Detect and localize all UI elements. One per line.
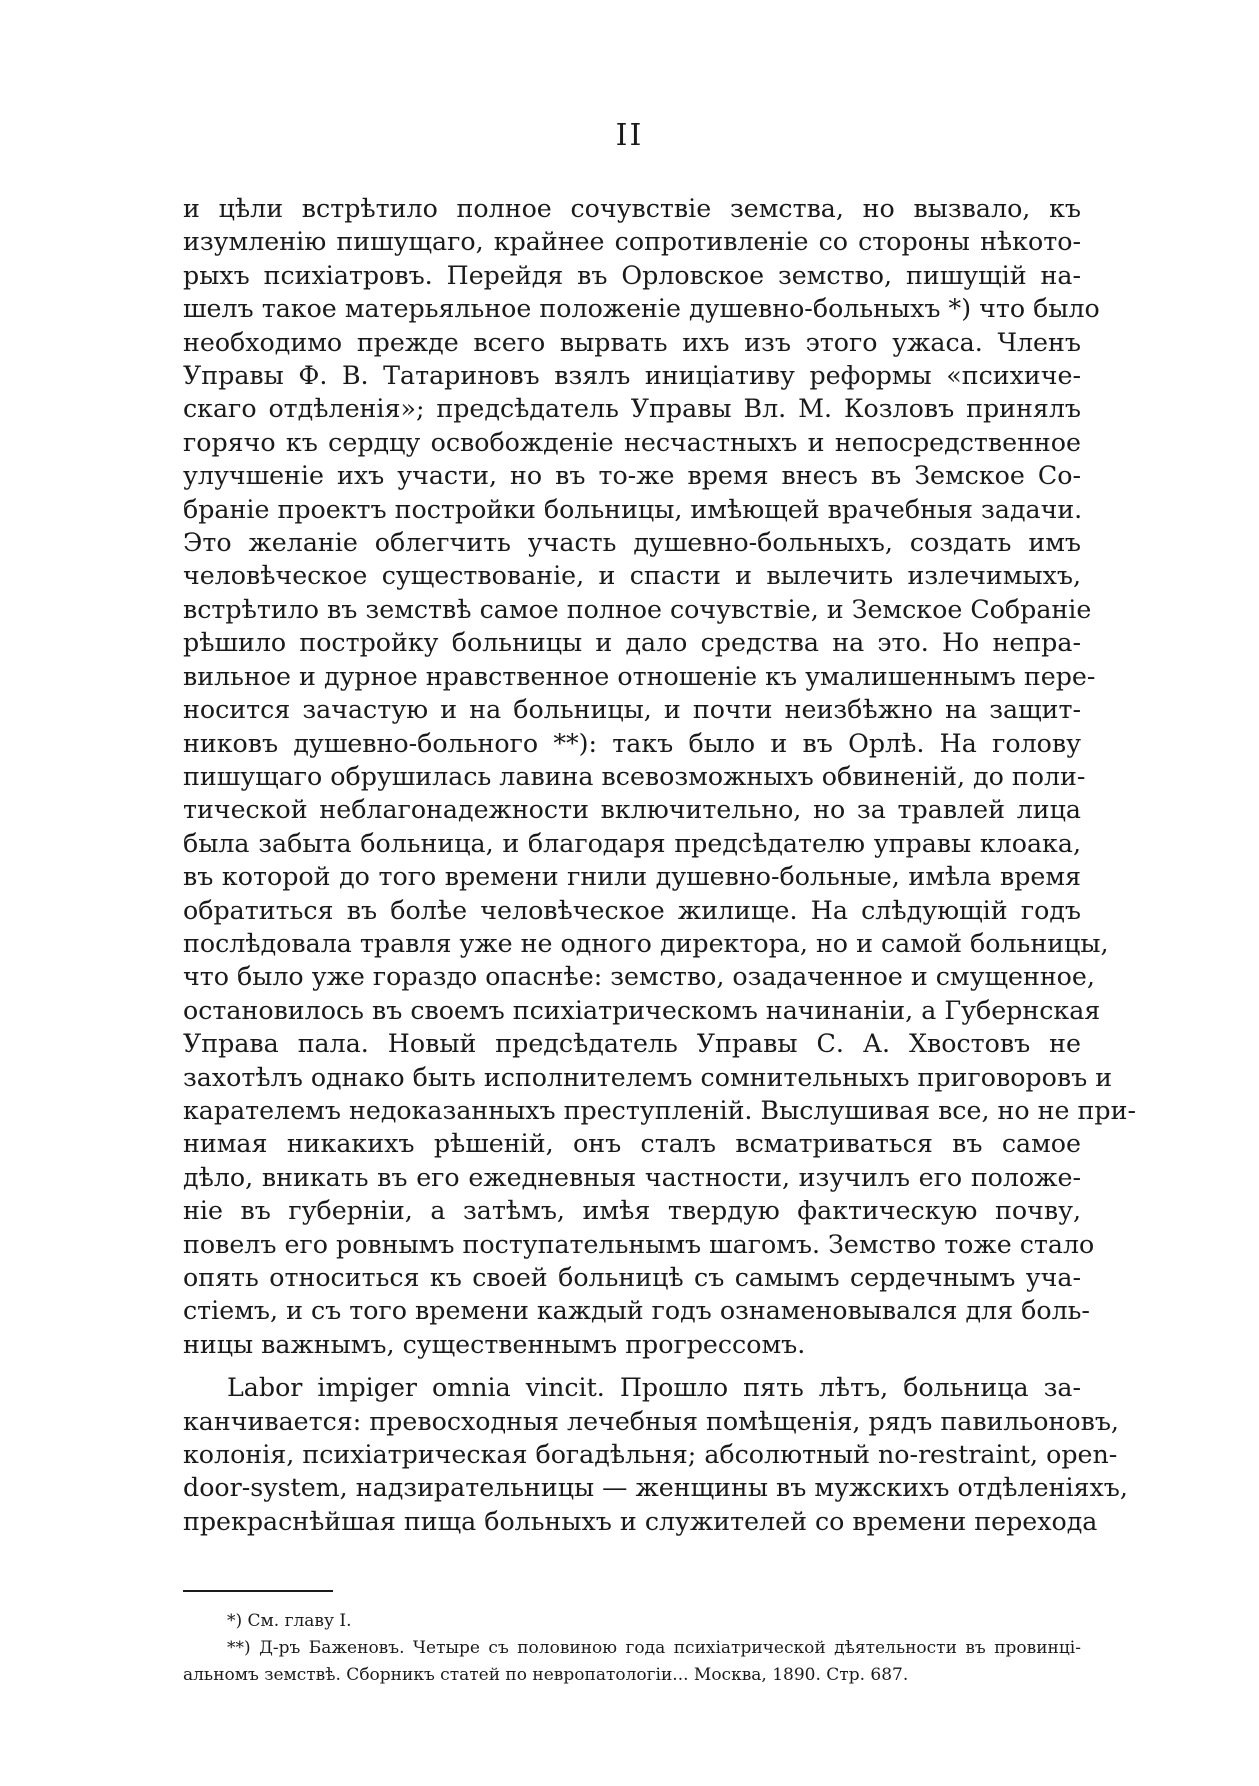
text-line: Это желаніе облегчить участь душевно-больныхъ, создать имъ [183, 528, 1081, 558]
text-line: была забыта больница, и благодаря предсѣдателю управы клоака, [183, 828, 1081, 858]
text-line: браніе проектъ постройки больницы, имѣющей врачебныя задачи. [183, 494, 1083, 524]
text-line: дѣло, вникать въ его ежедневныя частности, изучилъ его положе- [183, 1162, 1081, 1192]
text-line: прекраснѣйшая пища больныхъ и служителей со времени перехода [183, 1506, 1098, 1536]
text-line: человѣческое существованіе, и спасти и вылечить излечимыхъ, [183, 561, 1081, 591]
text-line: Labor impiger omnia vincit. Прошло пять лѣтъ, больница за- [227, 1373, 1081, 1403]
footnote-2-line-1: **) Д-ръ Баженовъ. Четыре съ половиною года психіатрической дѣятельности въ провинці- [227, 1638, 1081, 1658]
text-line: пишущаго обрушилась лавина всевозможныхъ обвиненій, до поли- [183, 761, 1086, 791]
page-number: II [615, 118, 644, 153]
text-line: и цѣли встрѣтило полное сочувствіе земства, но вызвало, къ [183, 194, 1081, 223]
main-text [183, 192, 1136, 1538]
text-line: door-system, надзирательницы — женщины въ мужскихъ отдѣленіяхъ, [183, 1473, 1128, 1503]
text-line: Управа пала. Новый предсѣдатель Управы С. А. Хвостовъ не [183, 1029, 1081, 1059]
text-line: что было уже гораздо опаснѣе: земство, озадаченное и смущенное, [183, 962, 1095, 992]
text-line: скаго отдѣленія»; предсѣдатель Управы Вл. М. Козловъ принялъ [183, 394, 1081, 424]
text-line: встрѣтило въ земствѣ самое полное сочувствіе, и Земское Собраніе [183, 594, 1092, 624]
text-line: опять относиться къ своей больницѣ съ самымъ сердечнымъ уча- [183, 1263, 1081, 1292]
text-line: никовъ душевно-больного **): такъ было и въ Орлѣ. На голову [183, 728, 1081, 758]
footnote-divider [183, 1590, 333, 1592]
text-line: шелъ такое матерьяльное положеніе душевно-больныхъ *) что было [183, 294, 1100, 324]
text-line: тической неблагонадежности включительно, но за травлей лица [183, 795, 1081, 825]
text-line: ніе въ губерніи, а затѣмъ, имѣя твердую фактическую почву, [183, 1196, 1081, 1226]
text-line: горячо къ сердцу освобожденіе несчастныхъ и непосредственное [183, 427, 1081, 457]
text-line: остановилось въ своемъ психіатрическомъ начинаніи, а Губернская [183, 995, 1101, 1025]
text-line: послѣдовала травля уже не одного директора, но и самой больницы, [183, 928, 1109, 958]
text-line: необходимо прежде всего вырвать ихъ изъ этого ужаса. Членъ [183, 327, 1081, 357]
text-line: карателемъ недоказанныхъ преступленій. Выслушивая все, но не при- [183, 1095, 1136, 1125]
text-line: Управы Ф. В. Татариновъ взялъ иниціативу реформы «психиче- [183, 361, 1081, 391]
text-line: вильное и дурное нравственное отношеніе къ умалишеннымъ пере- [183, 661, 1096, 691]
text-line: рыхъ психіатровъ. Перейдя въ Орловское земство, пишущій на- [183, 260, 1081, 290]
text-line: ницы важнымъ, существеннымъ прогрессомъ. [183, 1329, 806, 1359]
footnote-2-line-2: альномъ земствѣ. Сборникъ статей по невропатологіи... Москва, 1890. Стр. 687. [183, 1665, 909, 1685]
text-line: канчивается: превосходныя лечебныя помѣщенія, рядъ павильоновъ, [183, 1406, 1119, 1436]
text-line: стіемъ, и съ того времени каждый годъ ознаменовывался для боль- [183, 1296, 1090, 1326]
text-line: носится зачастую и на больницы, и почти неизбѣжно на защит- [183, 695, 1081, 725]
footnote-1: *) См. главу I. [227, 1611, 352, 1631]
text-line: обратиться въ болѣе человѣческое жилище. На слѣдующій годъ [183, 895, 1081, 925]
footnotes [183, 1608, 1081, 1689]
text-line: въ которой до того времени гнили душевно-больные, имѣла время [183, 862, 1081, 892]
text-line: колонія, психіатрическая богадѣльня; абсолютный no-restraint, open- [183, 1440, 1118, 1470]
text-line: нимая никакихъ рѣшеній, онъ сталъ всматриваться въ самое [183, 1129, 1081, 1159]
text-line: изумленію пишущаго, крайнее сопротивленіе со стороны нѣкото- [183, 227, 1081, 257]
text-line: повелъ его ровнымъ поступательнымъ шагомъ. Земство тоже стало [183, 1229, 1095, 1259]
text-line: улучшеніе ихъ участи, но въ то-же время внесъ въ Земское Со- [183, 461, 1081, 491]
text-line: захотѣлъ однако быть исполнителемъ сомнительныхъ приговоровъ и [183, 1062, 1113, 1092]
text-line: рѣшило постройку больницы и дало средства на это. Но непра- [183, 628, 1081, 658]
paragraph-gap [183, 1361, 1081, 1371]
